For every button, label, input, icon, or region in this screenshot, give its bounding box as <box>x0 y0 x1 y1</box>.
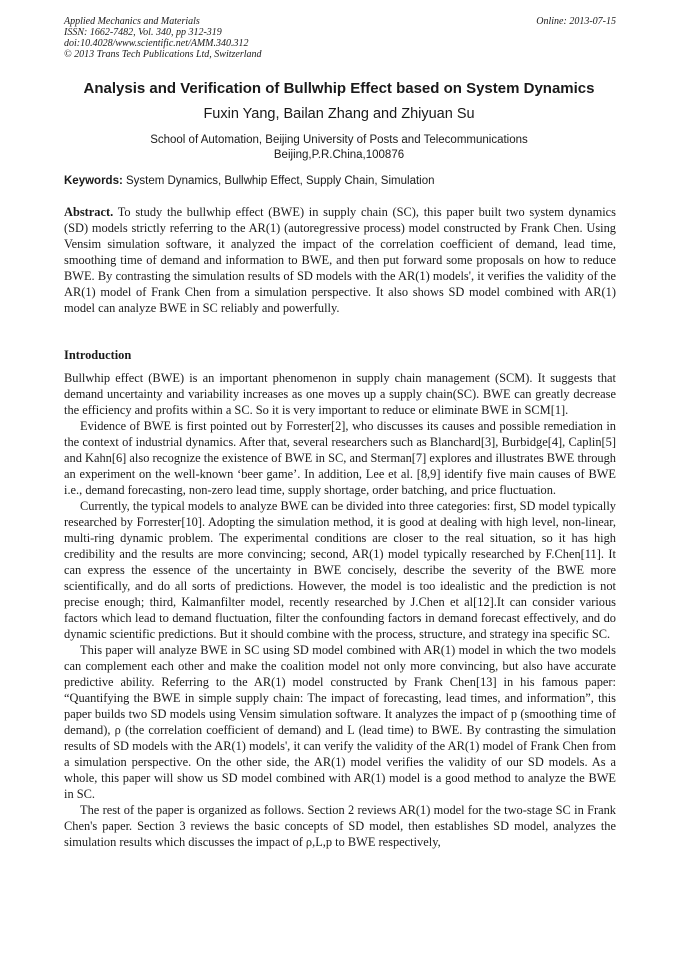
keywords-list: System Dynamics, Bullwhip Effect, Supply Chain, Simulation <box>126 175 435 187</box>
intro-paragraph-4: This paper will analyze BWE in SC using SD model combined with AR(1) model in which the two models can complement each other and make the coalition model not only more convincing, but also have accurate predictive ability. Referring to the AR(1) model constructed by Frank Chen[13] in his famous paper: “Quantifying the BWE in simple supply chain: The impact of forecasting, lead times, and information”, this paper builds two SD models using Vensim simulation software. It analyzes the impact of p (smoothing time of demand), ρ (the correlation coefficient of demand) and L (lead time) to BWE. By contrasting the simulation results of SD models with the AR(1) models', it can verify the validity of the AR(1) model of Frank Chen from a simulation perspective. On the other side, the AR(1) model verifies the validity of our SD models. As a whole, this paper will show us SD model combined with AR(1) model is a good method to analyze the BWE in SC. <box>64 643 616 801</box>
keywords <box>64 175 616 187</box>
paper-authors: Fuxin Yang, Bailan Zhang and Zhiyuan Su <box>203 106 475 122</box>
paper-title: Analysis and Verification of Bullwhip Effect based on System Dynamics <box>83 80 595 97</box>
affiliation-line-2: Beijing,P.R.China,100876 <box>273 149 405 161</box>
intro-paragraph-2: Evidence of BWE is first pointed out by Forrester[2], who discusses its causes and possible remediation in the context of industrial dynamics. After that, several researchers such as Blanchard[3], Burbidge[4], Caplin[5] and Kahn[6] also recognize the existence of BWE in SC, and Sterman[7] explores and illustrates BWE through an experiment on the well-known ‘beer game’. In addition, Lee et al. [8,9] identify five main causes of BWE i.e., demand forecasting, non-zero lead time, supply shortage, order batching, and price fluctuation. <box>64 419 616 497</box>
introduction-body <box>64 370 616 850</box>
abstract <box>64 204 616 316</box>
journal-header <box>64 16 616 60</box>
journal-name: Applied Mechanics and Materials <box>64 16 200 27</box>
online-date: Online: 2013-07-15 <box>536 16 616 27</box>
intro-paragraph-3: Currently, the typical models to analyze BWE can be divided into three categories: first, SD model typically researched by Forrester[10]. Adopting the simulation method, it is good at dealing with high level, non-linear, multi-ring dynamic problem. The experimental conditions are closer to the real situation, so it has high credibility and the results are more convincing; second, AR(1) model typically researched by F.Chen[11]. It can express the essence of the uncertainty in BWE concisely, describe the severity of the BWE more scientifically, and do all sorts of predictions. However, the model is too idealistic and the prediction is not precise enough; third, Kalmanfilter model, recently researched by J.Chen et al[12].It can consider various factors which lead to demand fluctuation, filter the confounding factors in demand forecast effectively, and do dynamic scientific predictions. But it should combine with the process, structure, and strategy ina specific SC. <box>64 499 616 641</box>
issn-line: ISSN: 1662-7482, Vol. 340, pp 312-319 <box>64 27 222 38</box>
doi-line: doi:10.4028/www.scientific.net/AMM.340.312 <box>64 38 249 49</box>
intro-paragraph-1: Bullwhip effect (BWE) is an important phenomenon in supply chain management (SCM). It suggests that demand uncertainty and variability increases as one moves up a supply chain(SC). BWE can greatly decrease the efficiency and profits within a SC. So it is very important to reduce or eliminate BWE in SCM[1]. <box>64 371 616 417</box>
affiliation-line-1: School of Automation, Beijing University of Posts and Telecommunications <box>150 134 528 146</box>
copyright-line: © 2013 Trans Tech Publications Ltd, Switzerland <box>64 49 262 60</box>
abstract-label: Abstract. <box>64 205 114 219</box>
abstract-text: To study the bullwhip effect (BWE) in supply chain (SC), this paper built two system dynamics (SD) models strictly referring to the AR(1) (autoregressive process) model constructed by Frank Chen. Using Vensim simulation software, it analyzed the impact of the correlation coefficient of demand, lead time, smoothing time of demand and information to BWE, and then put forward some proposals on how to reduce BWE. By contrasting the simulation results of SD models with the AR(1) models', it verifies the validity of the AR(1) model of Frank Chen from a simulation perspective. It also shows SD model combined with AR(1) model can analyze BWE in SC reliably and powerfully. <box>64 205 617 315</box>
affiliation <box>40 133 638 163</box>
keywords-label: Keywords: <box>64 175 123 187</box>
intro-paragraph-5: The rest of the paper is organized as follows. Section 2 reviews AR(1) model for the two-stage SC in Frank Chen's paper. Section 3 reviews the basic concepts of SD model, then establishes SD model, analyzes the simulation results which discusses the impact of ρ,L,p to BWE respectively, <box>64 803 616 849</box>
section-heading-introduction: Introduction <box>64 348 132 362</box>
